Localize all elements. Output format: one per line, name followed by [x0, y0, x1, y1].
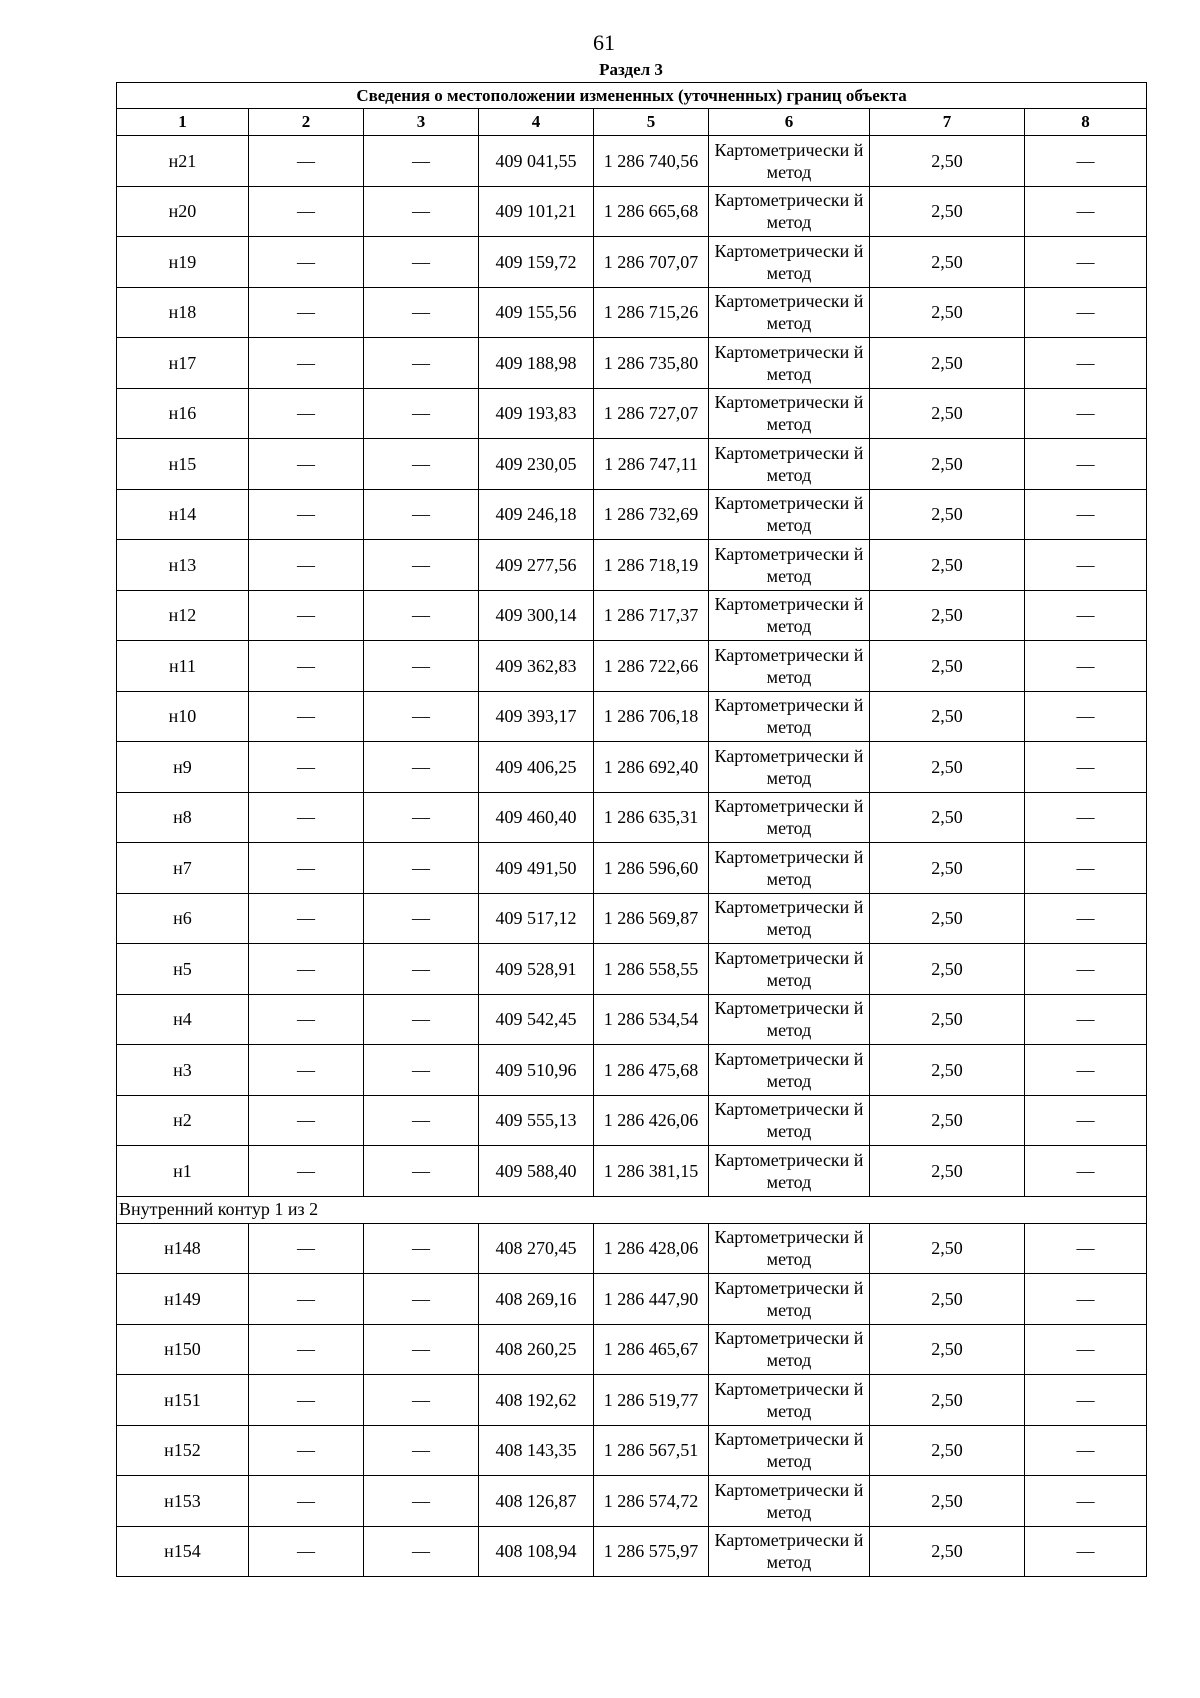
method-cell: Картометрически й метод — [709, 1223, 870, 1274]
accuracy-cell: 2,50 — [870, 338, 1025, 389]
point-cell: н20 — [117, 186, 249, 237]
point-cell: н8 — [117, 792, 249, 843]
point-cell: н3 — [117, 1045, 249, 1096]
method-cell: Картометрически й метод — [709, 1274, 870, 1325]
y-coordinate-cell: 1 286 706,18 — [594, 691, 709, 742]
method-cell: Картометрически й метод — [709, 388, 870, 439]
empty-dash-cell: — — [249, 1375, 364, 1426]
y-coordinate-cell: 1 286 596,60 — [594, 843, 709, 894]
method-cell: Картометрически й метод — [709, 691, 870, 742]
empty-dash-cell: — — [249, 1476, 364, 1527]
table-row — [117, 237, 1147, 288]
empty-dash-cell: — — [1025, 944, 1147, 995]
accuracy-cell: 2,50 — [870, 1146, 1025, 1197]
page-number: 61 — [593, 30, 615, 55]
empty-dash-cell: — — [249, 489, 364, 540]
empty-dash-cell: — — [249, 1324, 364, 1375]
table-row — [117, 136, 1147, 187]
accuracy-cell: 2,50 — [870, 136, 1025, 187]
method-cell: Картометрически й метод — [709, 641, 870, 692]
empty-dash-cell: — — [249, 742, 364, 793]
point-cell: н154 — [117, 1526, 249, 1577]
empty-dash-cell: — — [1025, 843, 1147, 894]
x-coordinate-cell: 408 269,16 — [479, 1274, 594, 1325]
accuracy-cell: 2,50 — [870, 1095, 1025, 1146]
y-coordinate-cell: 1 286 475,68 — [594, 1045, 709, 1096]
accuracy-cell: 2,50 — [870, 1476, 1025, 1527]
empty-dash-cell: — — [249, 1425, 364, 1476]
y-coordinate-cell: 1 286 732,69 — [594, 489, 709, 540]
empty-dash-cell: — — [249, 641, 364, 692]
table-row — [117, 944, 1147, 995]
empty-dash-cell: — — [1025, 287, 1147, 338]
table-caption: Сведения о местоположении измененных (уточненных) границ объекта — [117, 83, 1147, 109]
x-coordinate-cell: 409 155,56 — [479, 287, 594, 338]
point-cell: н148 — [117, 1223, 249, 1274]
empty-dash-cell: — — [364, 691, 479, 742]
method-cell: Картометрически й метод — [709, 994, 870, 1045]
accuracy-cell: 2,50 — [870, 893, 1025, 944]
empty-dash-cell: — — [249, 590, 364, 641]
empty-dash-cell: — — [249, 944, 364, 995]
empty-dash-cell: — — [1025, 1526, 1147, 1577]
empty-dash-cell: — — [1025, 1425, 1147, 1476]
table-row — [117, 1274, 1147, 1325]
accuracy-cell: 2,50 — [870, 994, 1025, 1045]
table-row — [117, 590, 1147, 641]
method-cell: Картометрически й метод — [709, 944, 870, 995]
empty-dash-cell: — — [1025, 893, 1147, 944]
table-caption-row — [117, 83, 1147, 109]
x-coordinate-cell: 409 300,14 — [479, 590, 594, 641]
x-coordinate-cell: 409 246,18 — [479, 489, 594, 540]
y-coordinate-cell: 1 286 717,37 — [594, 590, 709, 641]
y-coordinate-cell: 1 286 692,40 — [594, 742, 709, 793]
point-cell: н21 — [117, 136, 249, 187]
empty-dash-cell: — — [364, 489, 479, 540]
empty-dash-cell: — — [249, 691, 364, 742]
accuracy-cell: 2,50 — [870, 1324, 1025, 1375]
y-coordinate-cell: 1 286 574,72 — [594, 1476, 709, 1527]
empty-dash-cell: — — [364, 439, 479, 490]
empty-dash-cell: — — [1025, 439, 1147, 490]
y-coordinate-cell: 1 286 428,06 — [594, 1223, 709, 1274]
accuracy-cell: 2,50 — [870, 1274, 1025, 1325]
empty-dash-cell: — — [249, 843, 364, 894]
empty-dash-cell: — — [1025, 641, 1147, 692]
x-coordinate-cell: 408 143,35 — [479, 1425, 594, 1476]
table-row — [117, 641, 1147, 692]
table-row — [117, 691, 1147, 742]
method-cell: Картометрически й метод — [709, 1045, 870, 1096]
empty-dash-cell: — — [364, 944, 479, 995]
method-cell: Картометрически й метод — [709, 1146, 870, 1197]
accuracy-cell: 2,50 — [870, 944, 1025, 995]
point-cell: н150 — [117, 1324, 249, 1375]
table-row — [117, 1146, 1147, 1197]
table-row — [117, 338, 1147, 389]
accuracy-cell: 2,50 — [870, 1045, 1025, 1096]
point-cell: н1 — [117, 1146, 249, 1197]
method-cell: Картометрически й метод — [709, 1425, 870, 1476]
method-cell: Картометрически й метод — [709, 1375, 870, 1426]
empty-dash-cell: — — [364, 1324, 479, 1375]
accuracy-cell: 2,50 — [870, 287, 1025, 338]
method-cell: Картометрически й метод — [709, 136, 870, 187]
y-coordinate-cell: 1 286 715,26 — [594, 287, 709, 338]
x-coordinate-cell: 409 277,56 — [479, 540, 594, 591]
empty-dash-cell: — — [1025, 136, 1147, 187]
empty-dash-cell: — — [1025, 338, 1147, 389]
empty-dash-cell: — — [249, 994, 364, 1045]
table-row — [117, 186, 1147, 237]
accuracy-cell: 2,50 — [870, 691, 1025, 742]
empty-dash-cell: — — [249, 893, 364, 944]
column-number: 4 — [479, 109, 594, 136]
empty-dash-cell: — — [364, 338, 479, 389]
x-coordinate-cell: 409 528,91 — [479, 944, 594, 995]
column-number: 7 — [870, 109, 1025, 136]
table-row — [117, 1095, 1147, 1146]
accuracy-cell: 2,50 — [870, 792, 1025, 843]
table-row — [117, 489, 1147, 540]
empty-dash-cell: — — [364, 1274, 479, 1325]
empty-dash-cell: — — [1025, 186, 1147, 237]
y-coordinate-cell: 1 286 747,11 — [594, 439, 709, 490]
y-coordinate-cell: 1 286 718,19 — [594, 540, 709, 591]
accuracy-cell: 2,50 — [870, 489, 1025, 540]
point-cell: н5 — [117, 944, 249, 995]
empty-dash-cell: — — [364, 1375, 479, 1426]
column-number: 1 — [117, 109, 249, 136]
empty-dash-cell: — — [1025, 1095, 1147, 1146]
empty-dash-cell: — — [1025, 1324, 1147, 1375]
empty-dash-cell: — — [249, 540, 364, 591]
point-cell: н14 — [117, 489, 249, 540]
point-cell: н16 — [117, 388, 249, 439]
point-cell: н7 — [117, 843, 249, 894]
table-row — [117, 742, 1147, 793]
empty-dash-cell: — — [364, 287, 479, 338]
empty-dash-cell: — — [249, 237, 364, 288]
point-cell: н11 — [117, 641, 249, 692]
empty-dash-cell: — — [249, 287, 364, 338]
empty-dash-cell: — — [249, 792, 364, 843]
x-coordinate-cell: 409 510,96 — [479, 1045, 594, 1096]
y-coordinate-cell: 1 286 727,07 — [594, 388, 709, 439]
x-coordinate-cell: 408 270,45 — [479, 1223, 594, 1274]
column-number: 2 — [249, 109, 364, 136]
accuracy-cell: 2,50 — [870, 1375, 1025, 1426]
empty-dash-cell: — — [364, 186, 479, 237]
column-number-row — [117, 109, 1147, 136]
column-number: 6 — [709, 109, 870, 136]
table-row — [117, 843, 1147, 894]
point-cell: н19 — [117, 237, 249, 288]
empty-dash-cell: — — [364, 641, 479, 692]
table-row — [117, 1223, 1147, 1274]
empty-dash-cell: — — [1025, 1223, 1147, 1274]
column-number: 5 — [594, 109, 709, 136]
method-cell: Картометрически й метод — [709, 186, 870, 237]
empty-dash-cell: — — [364, 1476, 479, 1527]
method-cell: Картометрически й метод — [709, 439, 870, 490]
empty-dash-cell: — — [364, 1146, 479, 1197]
accuracy-cell: 2,50 — [870, 843, 1025, 894]
method-cell: Картометрически й метод — [709, 843, 870, 894]
contour-label: Внутренний контур 1 из 2 — [117, 1196, 1147, 1223]
accuracy-cell: 2,50 — [870, 742, 1025, 793]
x-coordinate-cell: 409 460,40 — [479, 792, 594, 843]
x-coordinate-cell: 409 101,21 — [479, 186, 594, 237]
x-coordinate-cell: 409 517,12 — [479, 893, 594, 944]
method-cell: Картометрически й метод — [709, 540, 870, 591]
method-cell: Картометрически й метод — [709, 237, 870, 288]
x-coordinate-cell: 409 159,72 — [479, 237, 594, 288]
empty-dash-cell: — — [364, 742, 479, 793]
x-coordinate-cell: 409 362,83 — [479, 641, 594, 692]
empty-dash-cell: — — [249, 1146, 364, 1197]
empty-dash-cell: — — [1025, 994, 1147, 1045]
accuracy-cell: 2,50 — [870, 237, 1025, 288]
method-cell: Картометрически й метод — [709, 1476, 870, 1527]
point-cell: н12 — [117, 590, 249, 641]
table-row — [117, 1526, 1147, 1577]
x-coordinate-cell: 409 188,98 — [479, 338, 594, 389]
y-coordinate-cell: 1 286 519,77 — [594, 1375, 709, 1426]
table-row — [117, 388, 1147, 439]
empty-dash-cell: — — [249, 136, 364, 187]
y-coordinate-cell: 1 286 569,87 — [594, 893, 709, 944]
empty-dash-cell: — — [364, 237, 479, 288]
point-cell: н4 — [117, 994, 249, 1045]
y-coordinate-cell: 1 286 558,55 — [594, 944, 709, 995]
column-number: 3 — [364, 109, 479, 136]
y-coordinate-cell: 1 286 740,56 — [594, 136, 709, 187]
accuracy-cell: 2,50 — [870, 540, 1025, 591]
method-cell: Картометрически й метод — [709, 1526, 870, 1577]
x-coordinate-cell: 409 230,05 — [479, 439, 594, 490]
y-coordinate-cell: 1 286 722,66 — [594, 641, 709, 692]
empty-dash-cell: — — [1025, 1274, 1147, 1325]
point-cell: н149 — [117, 1274, 249, 1325]
method-cell: Картометрически й метод — [709, 590, 870, 641]
x-coordinate-cell: 409 041,55 — [479, 136, 594, 187]
y-coordinate-cell: 1 286 735,80 — [594, 338, 709, 389]
accuracy-cell: 2,50 — [870, 641, 1025, 692]
point-cell: н17 — [117, 338, 249, 389]
empty-dash-cell: — — [249, 439, 364, 490]
table-row — [117, 893, 1147, 944]
x-coordinate-cell: 409 193,83 — [479, 388, 594, 439]
contour-row — [117, 1196, 1147, 1223]
point-cell: н15 — [117, 439, 249, 490]
x-coordinate-cell: 408 260,25 — [479, 1324, 594, 1375]
point-cell: н152 — [117, 1425, 249, 1476]
section-title: Раздел 3 — [599, 60, 663, 79]
x-coordinate-cell: 408 192,62 — [479, 1375, 594, 1426]
y-coordinate-cell: 1 286 567,51 — [594, 1425, 709, 1476]
empty-dash-cell: — — [1025, 540, 1147, 591]
x-coordinate-cell: 409 406,25 — [479, 742, 594, 793]
empty-dash-cell: — — [1025, 1476, 1147, 1527]
empty-dash-cell: — — [364, 792, 479, 843]
y-coordinate-cell: 1 286 447,90 — [594, 1274, 709, 1325]
method-cell: Картометрически й метод — [709, 792, 870, 843]
empty-dash-cell: — — [1025, 237, 1147, 288]
x-coordinate-cell: 409 393,17 — [479, 691, 594, 742]
empty-dash-cell: — — [364, 1223, 479, 1274]
empty-dash-cell: — — [1025, 691, 1147, 742]
x-coordinate-cell: 408 126,87 — [479, 1476, 594, 1527]
accuracy-cell: 2,50 — [870, 590, 1025, 641]
empty-dash-cell: — — [1025, 1146, 1147, 1197]
empty-dash-cell: — — [249, 388, 364, 439]
empty-dash-cell: — — [1025, 388, 1147, 439]
method-cell: Картометрически й метод — [709, 338, 870, 389]
table-row — [117, 1324, 1147, 1375]
table-row — [117, 1476, 1147, 1527]
table-row — [117, 1425, 1147, 1476]
y-coordinate-cell: 1 286 465,67 — [594, 1324, 709, 1375]
method-cell: Картометрически й метод — [709, 287, 870, 338]
empty-dash-cell: — — [249, 1274, 364, 1325]
accuracy-cell: 2,50 — [870, 186, 1025, 237]
empty-dash-cell: — — [364, 893, 479, 944]
empty-dash-cell: — — [1025, 1375, 1147, 1426]
empty-dash-cell: — — [364, 1045, 479, 1096]
x-coordinate-cell: 409 588,40 — [479, 1146, 594, 1197]
empty-dash-cell: — — [249, 338, 364, 389]
empty-dash-cell: — — [364, 590, 479, 641]
method-cell: Картометрически й метод — [709, 1095, 870, 1146]
empty-dash-cell: — — [364, 1095, 479, 1146]
y-coordinate-cell: 1 286 534,54 — [594, 994, 709, 1045]
empty-dash-cell: — — [249, 1095, 364, 1146]
empty-dash-cell: — — [364, 540, 479, 591]
point-cell: н18 — [117, 287, 249, 338]
table-row — [117, 1045, 1147, 1096]
y-coordinate-cell: 1 286 707,07 — [594, 237, 709, 288]
accuracy-cell: 2,50 — [870, 388, 1025, 439]
method-cell: Картометрически й метод — [709, 893, 870, 944]
point-cell: н2 — [117, 1095, 249, 1146]
empty-dash-cell: — — [249, 1223, 364, 1274]
point-cell: н153 — [117, 1476, 249, 1527]
empty-dash-cell: — — [364, 843, 479, 894]
empty-dash-cell: — — [1025, 489, 1147, 540]
method-cell: Картометрически й метод — [709, 1324, 870, 1375]
empty-dash-cell: — — [364, 388, 479, 439]
table-row — [117, 287, 1147, 338]
point-cell: н10 — [117, 691, 249, 742]
point-cell: н13 — [117, 540, 249, 591]
table-row — [117, 439, 1147, 490]
empty-dash-cell: — — [364, 1425, 479, 1476]
empty-dash-cell: — — [249, 1045, 364, 1096]
method-cell: Картометрически й метод — [709, 742, 870, 793]
method-cell: Картометрически й метод — [709, 489, 870, 540]
empty-dash-cell: — — [1025, 590, 1147, 641]
empty-dash-cell: — — [1025, 1045, 1147, 1096]
empty-dash-cell: — — [1025, 742, 1147, 793]
accuracy-cell: 2,50 — [870, 1223, 1025, 1274]
table-row — [117, 792, 1147, 843]
x-coordinate-cell: 409 555,13 — [479, 1095, 594, 1146]
y-coordinate-cell: 1 286 426,06 — [594, 1095, 709, 1146]
x-coordinate-cell: 409 542,45 — [479, 994, 594, 1045]
y-coordinate-cell: 1 286 665,68 — [594, 186, 709, 237]
point-cell: н9 — [117, 742, 249, 793]
table-row — [117, 994, 1147, 1045]
empty-dash-cell: — — [249, 186, 364, 237]
table-row — [117, 540, 1147, 591]
accuracy-cell: 2,50 — [870, 1526, 1025, 1577]
accuracy-cell: 2,50 — [870, 439, 1025, 490]
point-cell: н6 — [117, 893, 249, 944]
y-coordinate-cell: 1 286 381,15 — [594, 1146, 709, 1197]
empty-dash-cell: — — [1025, 792, 1147, 843]
empty-dash-cell: — — [364, 136, 479, 187]
y-coordinate-cell: 1 286 635,31 — [594, 792, 709, 843]
column-number: 8 — [1025, 109, 1147, 136]
boundary-table — [116, 82, 1147, 1577]
x-coordinate-cell: 408 108,94 — [479, 1526, 594, 1577]
table-row — [117, 1375, 1147, 1426]
empty-dash-cell: — — [364, 1526, 479, 1577]
x-coordinate-cell: 409 491,50 — [479, 843, 594, 894]
empty-dash-cell: — — [249, 1526, 364, 1577]
empty-dash-cell: — — [364, 994, 479, 1045]
point-cell: н151 — [117, 1375, 249, 1426]
accuracy-cell: 2,50 — [870, 1425, 1025, 1476]
y-coordinate-cell: 1 286 575,97 — [594, 1526, 709, 1577]
